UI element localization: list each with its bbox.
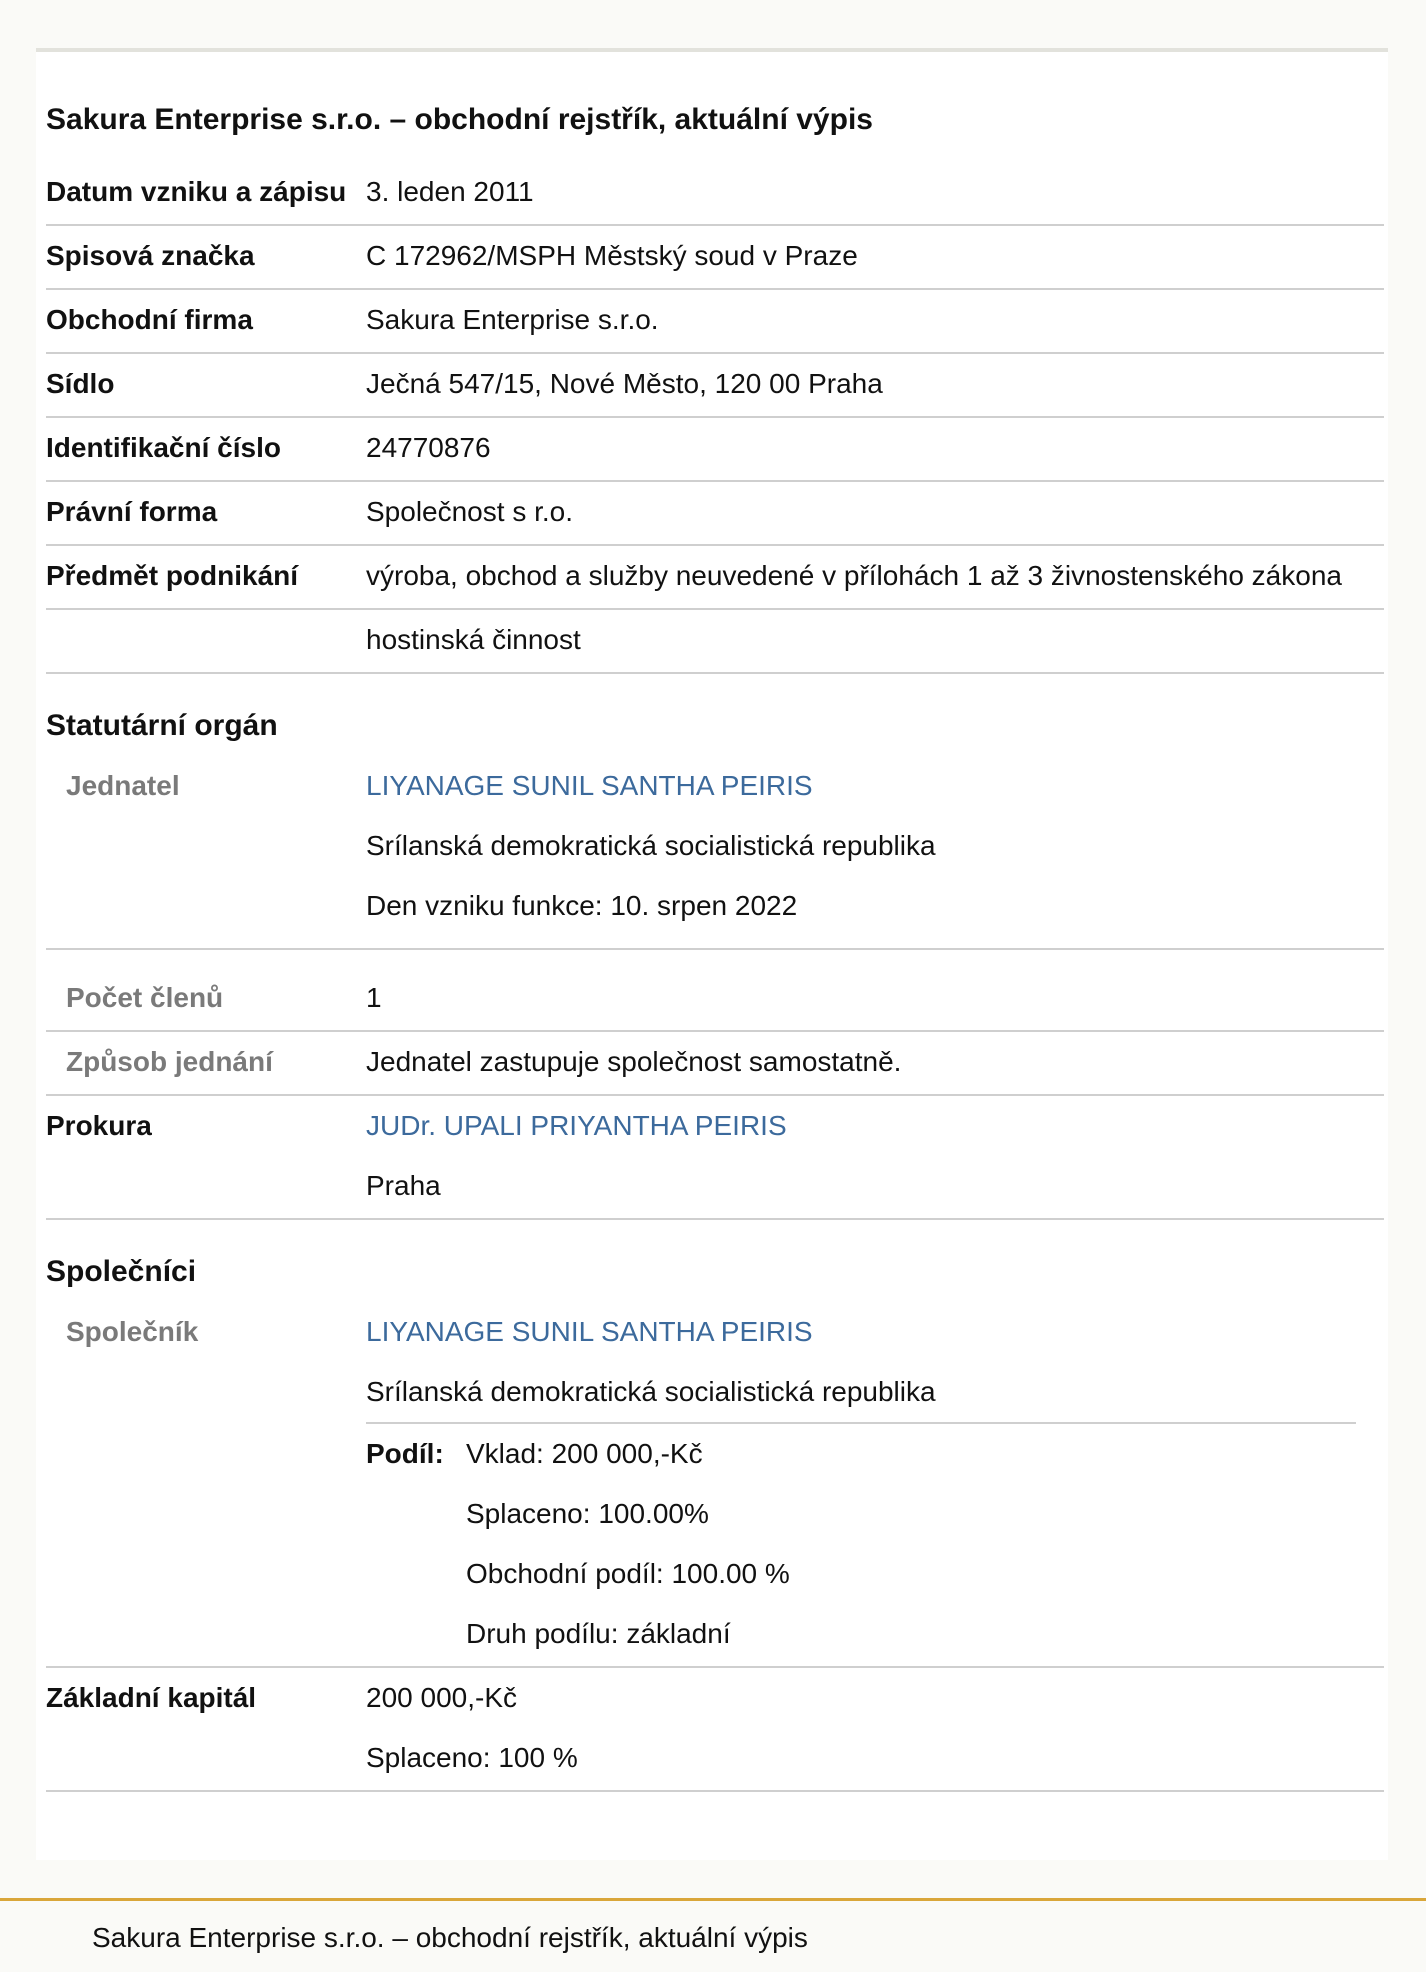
page-title: Sakura Enterprise s.r.o. – obchodní rejstřík, aktuální výpis (46, 103, 873, 136)
footer-text: Sakura Enterprise s.r.o. – obchodní rejstřík, aktuální výpis (92, 1922, 808, 1953)
person-country: Srílanská demokratická socialistická republika (366, 830, 936, 861)
row-identifikacni-cislo (46, 418, 1384, 482)
row-label: Počet členů (66, 982, 224, 1013)
person-country: Srílanská demokratická socialistická republika (366, 1376, 936, 1407)
row-label: Spisová značka (46, 240, 255, 271)
row-value: Ječná 547/15, Nové Město, 120 00 Praha (366, 368, 883, 399)
row-label: Identifikační číslo (46, 432, 281, 463)
row-value: Společnost s r.o. (366, 496, 574, 527)
row-value: 24770876 (366, 432, 491, 463)
row-spolecnik (46, 1302, 1384, 1668)
row-zakladni-kapital (46, 1668, 1384, 1792)
row-jednatel (46, 756, 1384, 950)
row-value: Sakura Enterprise s.r.o. (366, 304, 659, 335)
row-label: Datum vzniku a zápisu (46, 176, 347, 207)
footer-divider (0, 1898, 1426, 1901)
row-label: Obchodní firma (46, 304, 253, 335)
row-label: Právní forma (46, 496, 218, 527)
row-value: 200 000,-Kč (366, 1682, 517, 1713)
person-link[interactable]: JUDr. UPALI PRIYANTHA PEIRIS (366, 1110, 787, 1141)
row-label: Společník (66, 1316, 199, 1347)
row-zpusob-jednani (46, 1032, 1384, 1096)
share-label: Podíl: (366, 1438, 444, 1469)
row-value: 1 (366, 982, 382, 1013)
row-sidlo (46, 354, 1384, 418)
row-label: Jednatel (66, 770, 180, 801)
row-predmet-podnikani (46, 546, 1384, 610)
share-line: Druh podílu: základní (466, 1618, 731, 1649)
section-heading-statutarni-organ: Statutární orgán (46, 709, 278, 742)
row-obchodni-firma (46, 290, 1384, 354)
section-heading-spolecnici: Společníci (46, 1255, 197, 1288)
row-label: Prokura (46, 1110, 152, 1141)
row-value: výroba, obchod a služby neuvedené v přílohách 1 až 3 živnostenského zákona (366, 560, 1342, 591)
row-label: Sídlo (46, 368, 115, 399)
person-link[interactable]: LIYANAGE SUNIL SANTHA PEIRIS (366, 1316, 813, 1347)
row-datum-vzniku (46, 162, 1384, 226)
row-prokura (46, 1096, 1384, 1220)
share-block (366, 1424, 1384, 1664)
row-label: Základní kapitál (46, 1682, 257, 1713)
row-value: Jednatel zastupuje společnost samostatně. (366, 1046, 902, 1077)
row-pravni-forma (46, 482, 1384, 546)
register-extract-sheet (36, 52, 1388, 1860)
row-label (46, 610, 366, 670)
row-value: C 172962/MSPH Městský soud v Praze (366, 240, 858, 271)
share-line: Obchodní podíl: 100.00 % (466, 1558, 790, 1589)
row-label: Způsob jednání (66, 1046, 273, 1077)
person-city: Praha (366, 1170, 441, 1201)
row-pocet-clenu (46, 950, 1384, 1032)
person-link[interactable]: LIYANAGE SUNIL SANTHA PEIRIS (366, 770, 813, 801)
row-value: 3. leden 2011 (366, 176, 534, 207)
share-line: Vklad: 200 000,-Kč (466, 1438, 703, 1469)
row-predmet-podnikani-2 (46, 610, 1384, 674)
row-value: Splaceno: 100 % (366, 1742, 578, 1773)
row-spisova-znacka (46, 226, 1384, 290)
register-extract-content (46, 52, 1384, 1792)
function-start-date: Den vzniku funkce: 10. srpen 2022 (366, 890, 798, 921)
share-line: Splaceno: 100.00% (466, 1498, 709, 1529)
row-label: Předmět podnikání (46, 560, 299, 591)
row-value: hostinská činnost (366, 624, 581, 655)
